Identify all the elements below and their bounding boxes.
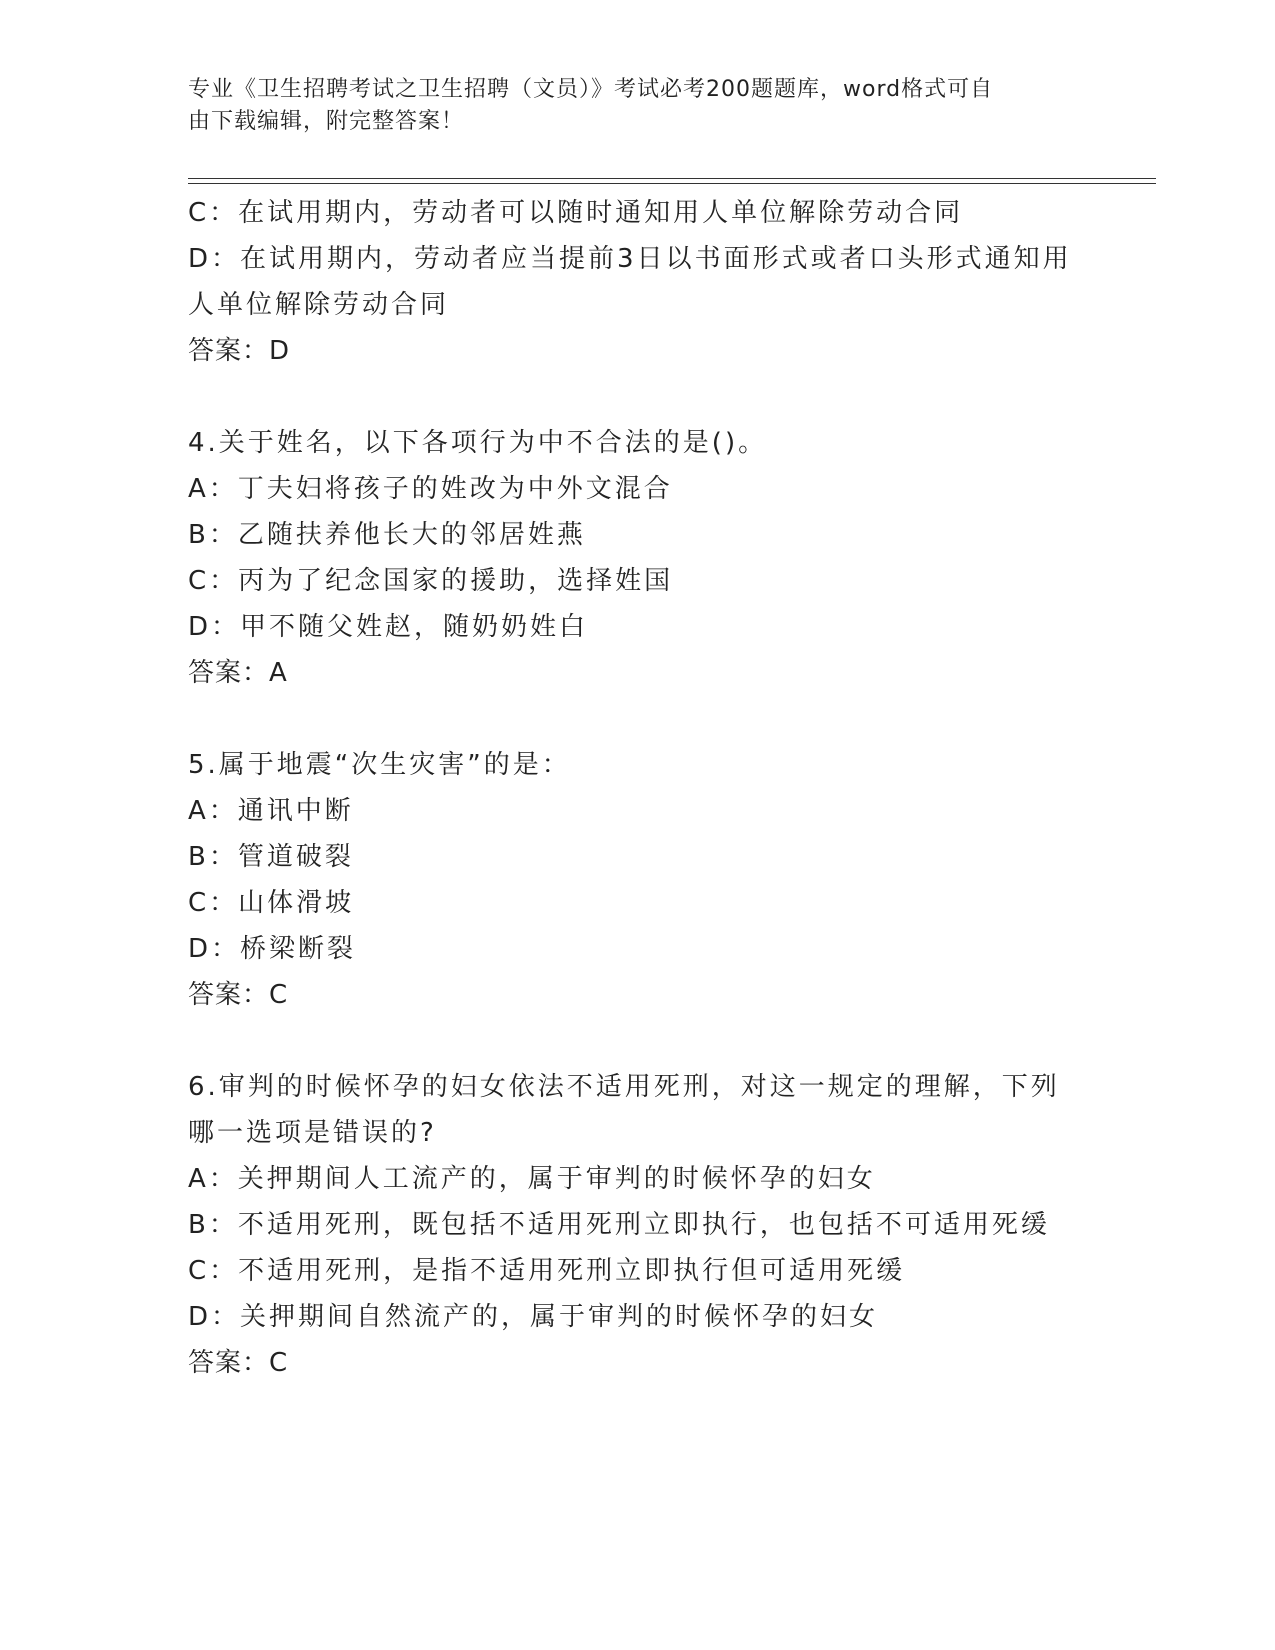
option-d: D：关押期间自然流产的，属于审判的时候怀孕的妇女: [188, 1302, 879, 1332]
header-divider-bottom: [188, 183, 1156, 184]
option-c: C：在试用期内，劳动者可以随时通知用人单位解除劳动合同: [188, 198, 964, 228]
option-b: B：不适用死刑，既包括不适用死刑立即执行，也包括不可适用死缓: [188, 1210, 1050, 1240]
question-6: [188, 1064, 1078, 1386]
option-a: A：关押期间人工流产的，属于审判的时候怀孕的妇女: [188, 1164, 876, 1194]
document-header: [188, 74, 1068, 138]
option-c: C：不适用死刑，是指不适用死刑立即执行但可适用死缓: [188, 1256, 906, 1286]
option-d: D：甲不随父姓赵，随奶奶姓白: [188, 612, 589, 642]
header-line-2: 由下载编辑，附完整答案！: [188, 109, 465, 134]
option-a: A：通讯中断: [188, 796, 354, 826]
header-divider-top: [188, 178, 1156, 179]
option-a: A：丁夫妇将孩子的姓改为中外文混合: [188, 474, 673, 504]
question-5: [188, 742, 1078, 1018]
question-stem: 4.关于姓名，以下各项行为中不合法的是()。: [188, 428, 768, 458]
option-d: D：桥梁断裂: [188, 934, 357, 964]
answer: 答案：C: [188, 1348, 289, 1378]
question-4: [188, 420, 1078, 696]
header-line-1: 专业《卫生招聘考试之卫生招聘（文员）》考试必考200题题库，word格式可自: [188, 77, 994, 102]
option-b: B：乙随扶养他长大的邻居姓燕: [188, 520, 586, 550]
question-stem-continued: 哪一选项是错误的?: [188, 1118, 437, 1148]
option-d-continued: 人单位解除劳动合同: [188, 290, 450, 320]
question-content: [188, 190, 1078, 1386]
option-b: B：管道破裂: [188, 842, 354, 872]
spacer: [188, 1018, 1078, 1064]
option-d: D：在试用期内，劳动者应当提前3日以书面形式或者口头形式通知用: [188, 244, 1072, 274]
question-stem: 5.属于地震“次生灾害”的是：: [188, 750, 571, 780]
answer: 答案：C: [188, 980, 289, 1010]
option-c: C：丙为了纪念国家的援助，选择姓国: [188, 566, 674, 596]
spacer: [188, 374, 1078, 420]
option-c: C：山体滑坡: [188, 888, 355, 918]
question-stem: 6.审判的时候怀孕的妇女依法不适用死刑，对这一规定的理解，下列: [188, 1072, 1060, 1102]
question-3-continuation: [188, 190, 1078, 374]
spacer: [188, 696, 1078, 742]
answer: 答案：A: [188, 658, 288, 688]
answer: 答案：D: [188, 336, 291, 366]
